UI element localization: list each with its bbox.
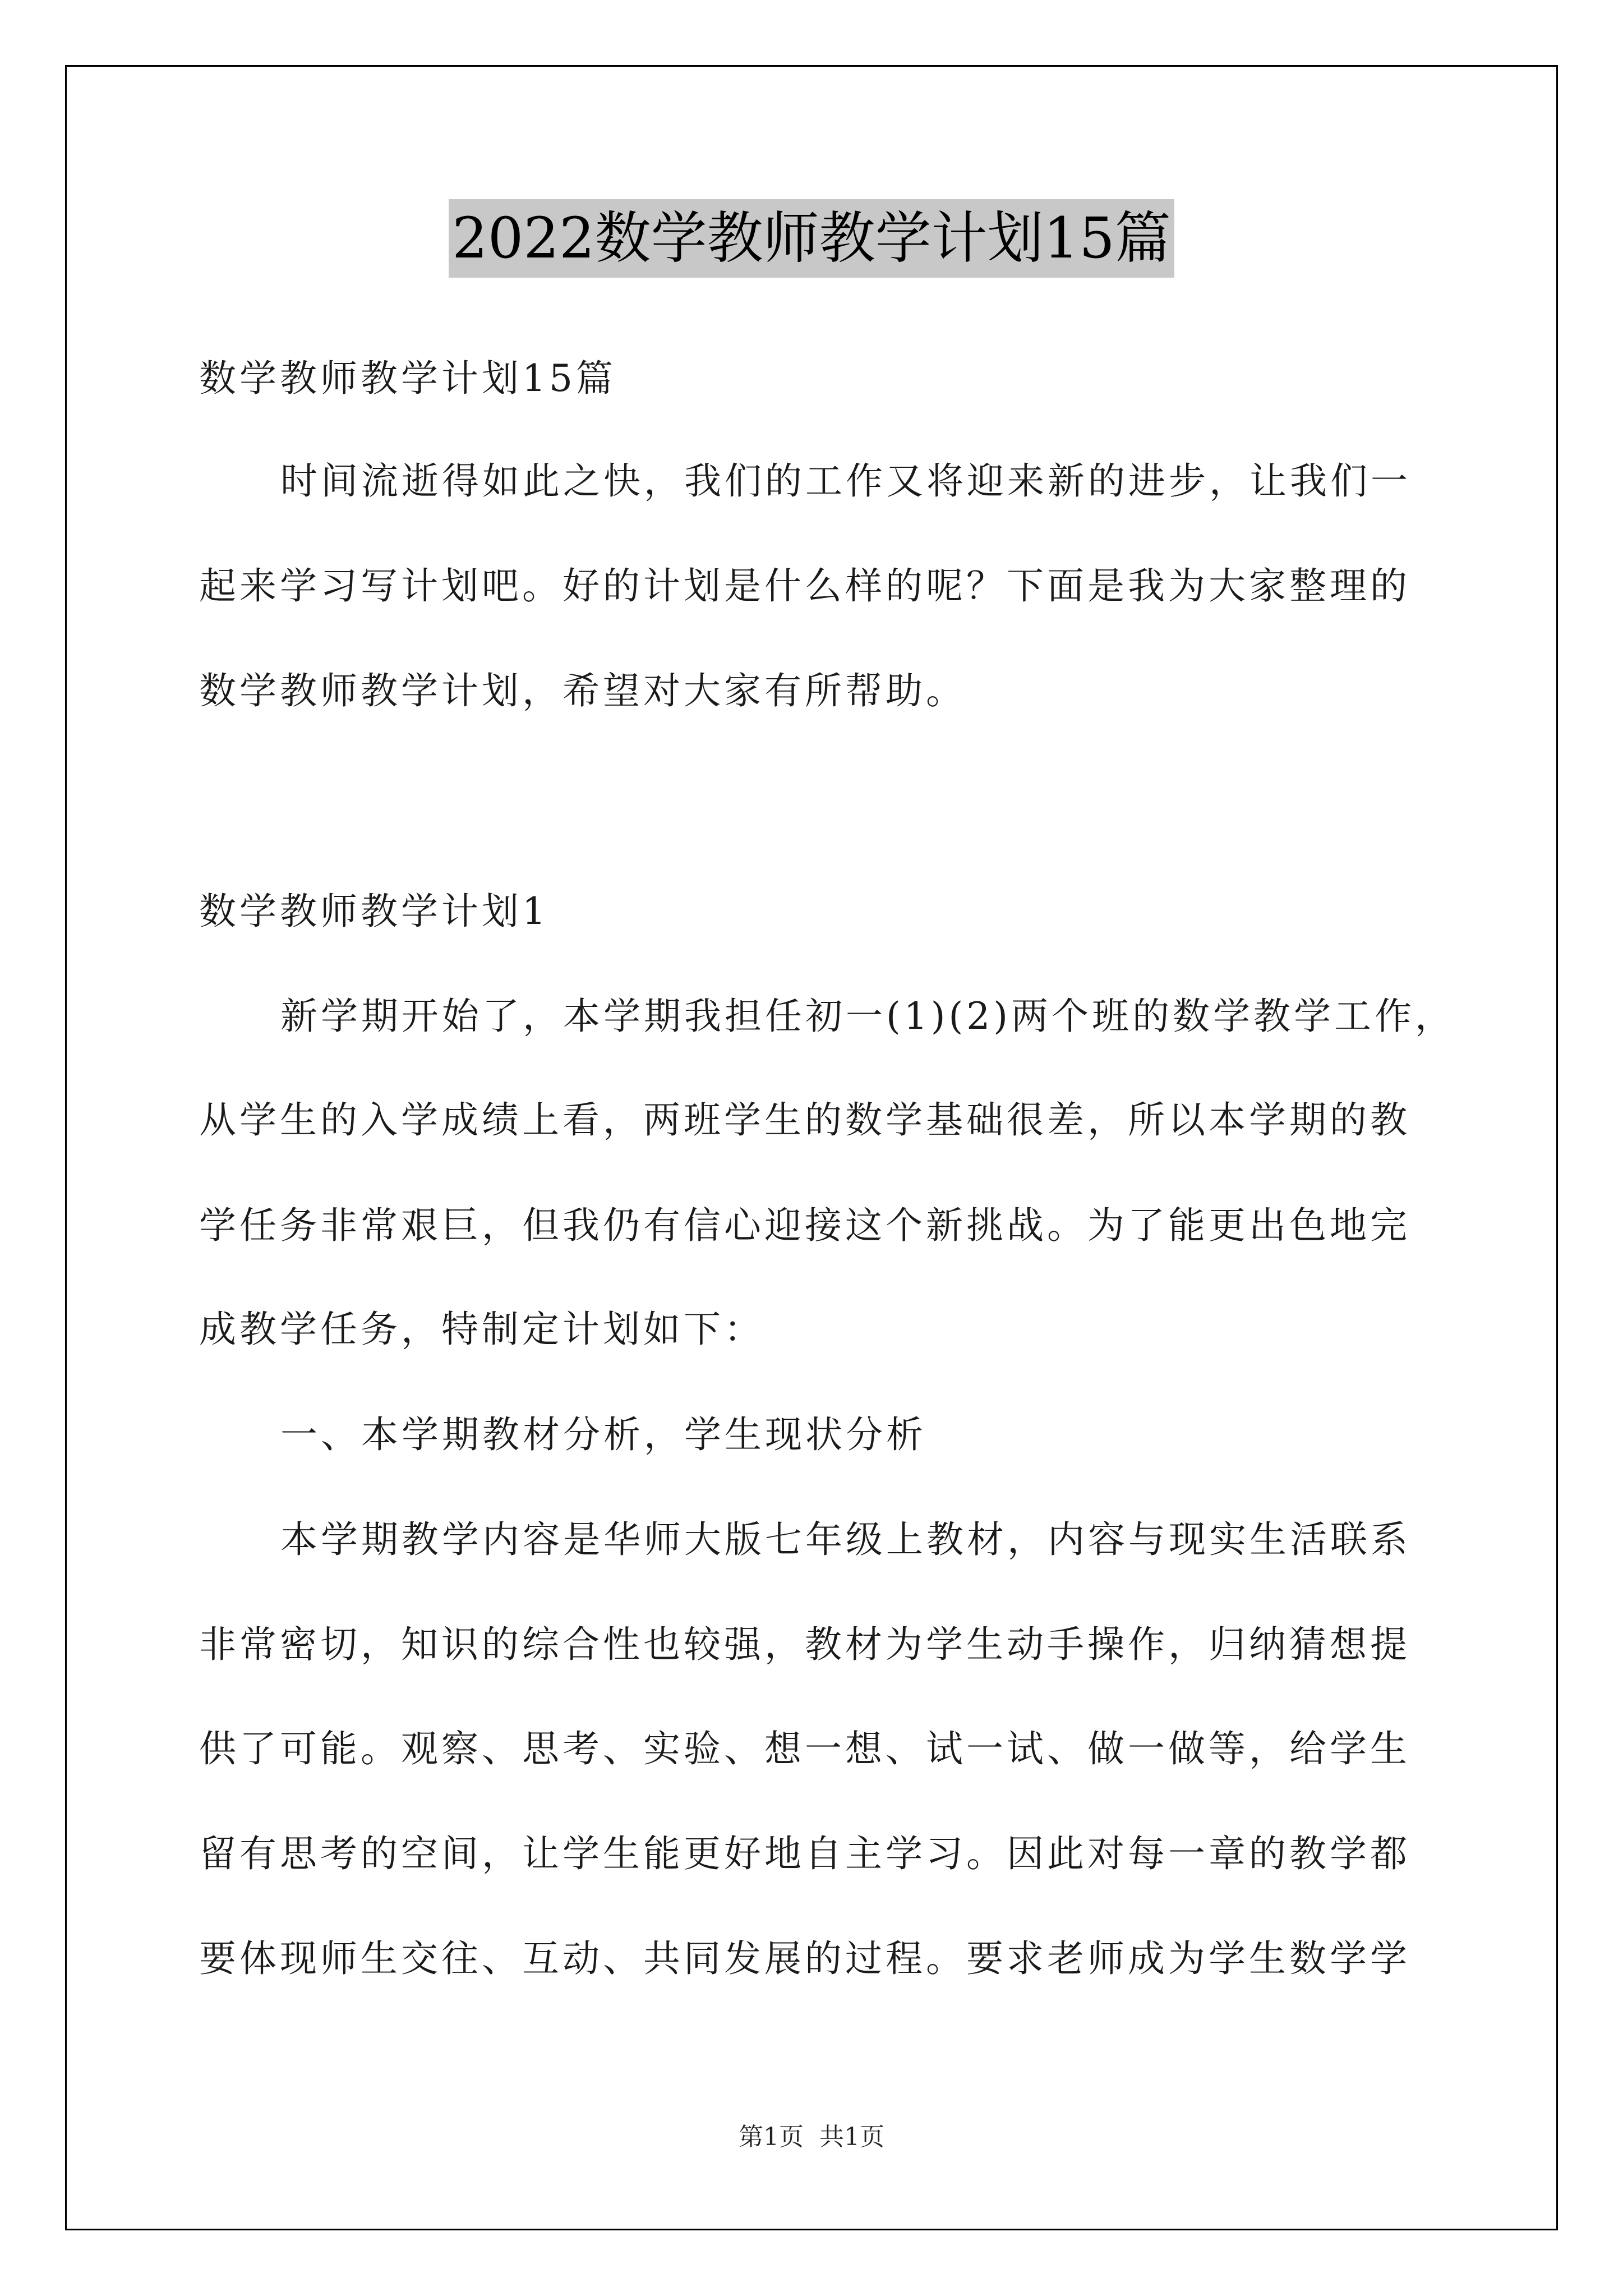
paragraph-line: 本学期教学内容是华师大版七年级上教材，内容与现实生活联系 (280, 1518, 1411, 1561)
paragraph-line: 时间流逝得如此之快，我们的工作又将迎来新的进步，让我们一 (280, 459, 1411, 503)
paragraph-line: 成教学任务，特制定计划如下： (199, 1308, 764, 1351)
page-number: 第1页 (739, 2123, 804, 2151)
paragraph-line: 学任务非常艰巨，但我仍有信心迎接这个新挑战。为了能更出色地完 (199, 1204, 1410, 1247)
paragraph-line: 新学期开始了，本学期我担任初一(1)(2)两个班的数学教学工作， (280, 995, 1455, 1038)
paragraph-line: 从学生的入学成绩上看，两班学生的数学基础很差，所以本学期的教 (199, 1098, 1410, 1142)
paragraph-line: 起来学习写计划吧。好的计划是什么样的呢？下面是我为大家整理的 (199, 564, 1410, 608)
page-footer (0, 2120, 1623, 2154)
subsection-heading: 一、本学期教材分析，学生现状分析 (280, 1413, 926, 1456)
paragraph-line: 要体现师生交往、互动、共同发展的过程。要求老师成为学生数学学 (199, 1937, 1410, 1980)
section-heading: 数学教师教学计划1 (199, 890, 549, 933)
title-container (0, 199, 1623, 278)
paragraph-line: 供了可能。观察、思考、实验、想一想、试一试、做一做等，给学生 (199, 1727, 1410, 1770)
document-title: 2022数学教师教学计划15篇 (449, 199, 1174, 278)
paragraph-line: 留有思考的空间，让学生能更好地自主学习。因此对每一章的教学都 (199, 1832, 1410, 1875)
page-total: 共1页 (819, 2123, 884, 2151)
paragraph-line: 数学教师教学计划，希望对大家有所帮助。 (199, 669, 966, 712)
subtitle-line: 数学教师教学计划15篇 (199, 357, 616, 400)
paragraph-line: 非常密切，知识的综合性也较强，教材为学生动手操作，归纳猜想提 (199, 1623, 1410, 1666)
